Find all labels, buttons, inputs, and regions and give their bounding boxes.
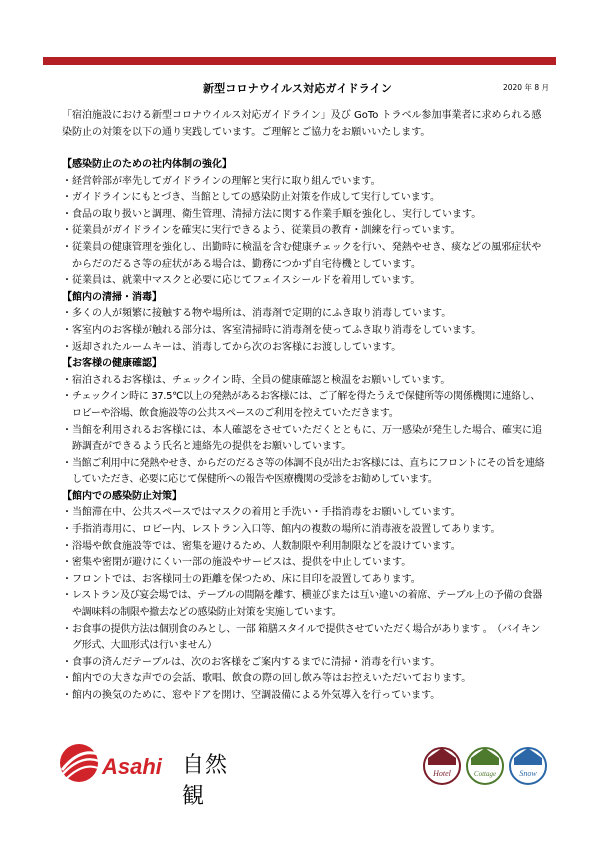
list-item-text: 経営幹部が率先してガイドラインの理解と実行に取り組んでいます。 bbox=[72, 175, 381, 187]
list-item-text: 当館を利用されるお客様には、本人確認をさせていただくとともに、万一感染が発生した場合、確実に追跡調査ができるよう氏名と連絡先の提供をお願いしています。 bbox=[72, 424, 542, 453]
bullet: ・ bbox=[62, 457, 72, 469]
page-title: 新型コロナウイルス対応ガイドライン bbox=[202, 82, 393, 95]
list-item bbox=[62, 273, 546, 290]
list-item bbox=[62, 207, 546, 224]
cottage-badge-icon bbox=[467, 748, 503, 784]
list-item-text: 手指消毒用に、ロビー内、レストラン入口等、館内の複数の場所に消毒液を設置してあります。 bbox=[72, 524, 501, 536]
list-item bbox=[62, 456, 546, 489]
hotel-badge-label: Hotel bbox=[433, 769, 451, 778]
section-heading: 【感染防止のための社内体制の強化】 bbox=[62, 159, 232, 170]
list-item bbox=[62, 572, 546, 589]
bullet: ・ bbox=[62, 324, 72, 336]
bullet: ・ bbox=[62, 192, 72, 204]
list-item bbox=[62, 223, 546, 240]
section-heading: 【館内の清掃・消毒】 bbox=[62, 291, 162, 303]
bullet: ・ bbox=[62, 690, 72, 701]
bullet: ・ bbox=[62, 524, 72, 536]
list-item-text: ガイドラインにもとづき、当館としての感染防止対策を作成して実行しています。 bbox=[72, 192, 440, 204]
bullet: ・ bbox=[62, 374, 72, 386]
page-date: 2020 年 8 月 bbox=[502, 83, 549, 92]
bullet: ・ bbox=[62, 507, 72, 519]
asahi-logo-icon bbox=[58, 740, 178, 786]
list-item-text: 密集や密閉が避けにくい一部の施設やサービスは、提供を中止しています。 bbox=[72, 557, 412, 569]
guideline-content bbox=[62, 157, 546, 705]
section-heading: 【館内での感染防止対策】 bbox=[62, 490, 182, 502]
list-item bbox=[62, 340, 546, 357]
bullet: ・ bbox=[62, 557, 72, 569]
cottage-badge-label: Cottage bbox=[473, 770, 497, 778]
list-item-text: 宿泊されるお客様は、チェックイン時、全員の健康確認と検温をお願いしています。 bbox=[72, 374, 451, 386]
list-item-text: 客室内のお客様が触れる部分は、客室清掃時に消毒剤を使ってふき取り消毒をしています。 bbox=[72, 324, 482, 336]
list-item bbox=[62, 306, 546, 323]
list-item-text: 館内の換気のために、窓やドアを開け、空調設備による外気導入を行っています。 bbox=[72, 690, 441, 701]
list-item-text: 従業員は、就業中マスクと必要に応じてフェイスシールドを着用しています。 bbox=[72, 275, 421, 287]
list-item-text: 食事の済んだテーブルは、次のお客様をご案内するまでに清掃・消毒を行います。 bbox=[72, 656, 441, 668]
hotel-badge-icon bbox=[424, 748, 460, 784]
list-item bbox=[62, 588, 546, 621]
bullet: ・ bbox=[62, 391, 72, 403]
list-item-text: レストラン及び宴会場では、テーブルの間隔を離す、横並びまたは互い違いの着席、テーブル上の予備の食器や調味料の制限や撤去などの感染防止対策を実施しています。 bbox=[72, 590, 542, 619]
list-item bbox=[62, 423, 546, 456]
list-item bbox=[62, 522, 546, 539]
list-item bbox=[62, 539, 546, 556]
list-item bbox=[62, 240, 546, 273]
intro-paragraph: 「宿泊施設における新型コロナウイルス対応ガイドライン」及び GoTo トラベル参加事業者に求められる感染防止の対策を以下の通り実践しています。ご理解とご協力をお願いいたします。 bbox=[62, 110, 542, 138]
list-item bbox=[62, 671, 546, 688]
bullet: ・ bbox=[62, 656, 72, 668]
bullet: ・ bbox=[62, 424, 72, 436]
bullet: ・ bbox=[62, 341, 72, 353]
list-item-text: 浴場や飲食施設等では、密集を避けるため、人数制限や利用制限などを設けています。 bbox=[72, 540, 461, 552]
list-item-text: 食品の取り扱いと調理、衛生管理、清掃方法に関する作業手順を強化し、実行しています。 bbox=[72, 208, 482, 220]
section-heading: 【お客様の健康確認】 bbox=[62, 358, 162, 370]
list-item-text: フロントでは、お客様同士の距離を保つため、床に目印を設置してあります。 bbox=[72, 573, 421, 585]
list-item-text: 多くの人が頻繁に接触する物や場所は、消毒剤で定期的にふき取り消毒しています。 bbox=[72, 308, 452, 320]
list-item bbox=[62, 389, 546, 422]
top-red-bar bbox=[43, 57, 556, 65]
bullet: ・ bbox=[62, 540, 72, 552]
bullet: ・ bbox=[62, 673, 72, 685]
bullet: ・ bbox=[62, 241, 72, 253]
list-item bbox=[62, 688, 546, 705]
bullet: ・ bbox=[62, 225, 72, 237]
list-item-text: 従業員がガイドラインを確実に実行できるよう、従業員の教育・訓練を行っています。 bbox=[72, 225, 461, 237]
facility-badges bbox=[418, 738, 553, 793]
list-item-text: 館内での大きな声での会話、歌唱、飲食の際の回し飲み等はお控えいただいております。 bbox=[72, 673, 472, 685]
list-item bbox=[62, 373, 546, 390]
bullet: ・ bbox=[62, 573, 72, 585]
list-item bbox=[62, 190, 546, 207]
list-item-text: お食事の提供方法は個別食のみとし、一部 箱膳スタイルで提供させていただく場合があります 。 （バイキング形式、大皿形式は行いません） bbox=[72, 623, 541, 652]
bullet: ・ bbox=[62, 590, 72, 602]
asahi-shizenkan-logo bbox=[58, 740, 238, 809]
bullet: ・ bbox=[62, 275, 72, 287]
bullet: ・ bbox=[62, 175, 72, 187]
list-item-text: 当館ご利用中に発熱やせき、からだのだるさ等の体調不良が出たお客様には、直ちにフロントにその旨を連絡していただき、必要に応じて保健所への報告や医療機関の受診をお勧めしています。 bbox=[72, 457, 545, 486]
list-item bbox=[62, 555, 546, 572]
list-item bbox=[62, 655, 546, 672]
snow-badge-icon bbox=[510, 748, 546, 784]
list-item bbox=[62, 323, 546, 340]
list-item-text: 従業員の健康管理を強化し、出勤時に検温を含む健康チェックを行い、発熱やせき、痰などの風邪症状やからだのだるさ等の症状がある場合は、勤務につかず自宅待機としています。 bbox=[72, 241, 542, 270]
list-item-text: 返却されたルームキーは、消毒してから次のお客様にお渡ししています。 bbox=[72, 341, 402, 353]
list-item bbox=[62, 174, 546, 191]
bullet: ・ bbox=[62, 308, 72, 320]
asahi-brand-text: Asahi bbox=[102, 754, 162, 779]
list-item bbox=[62, 622, 546, 655]
bullet: ・ bbox=[62, 208, 72, 220]
logo-name: 自然観 bbox=[182, 753, 229, 809]
bullet: ・ bbox=[62, 623, 72, 635]
list-item bbox=[62, 505, 546, 522]
list-item-text: 当館滞在中、公共スペースではマスクの着用と手洗い・手指消毒をお願いしています。 bbox=[72, 507, 461, 519]
list-item-text: チェックイン時に 37.5℃以上の発熱があるお客様には、ご了解を得たうえで保健所等の関係機関に連絡し、ロビーや浴場、飲食施設等の公共スペースのご利用を控えていただきます。 bbox=[72, 391, 541, 419]
snow-badge-label: Snow bbox=[519, 769, 537, 778]
